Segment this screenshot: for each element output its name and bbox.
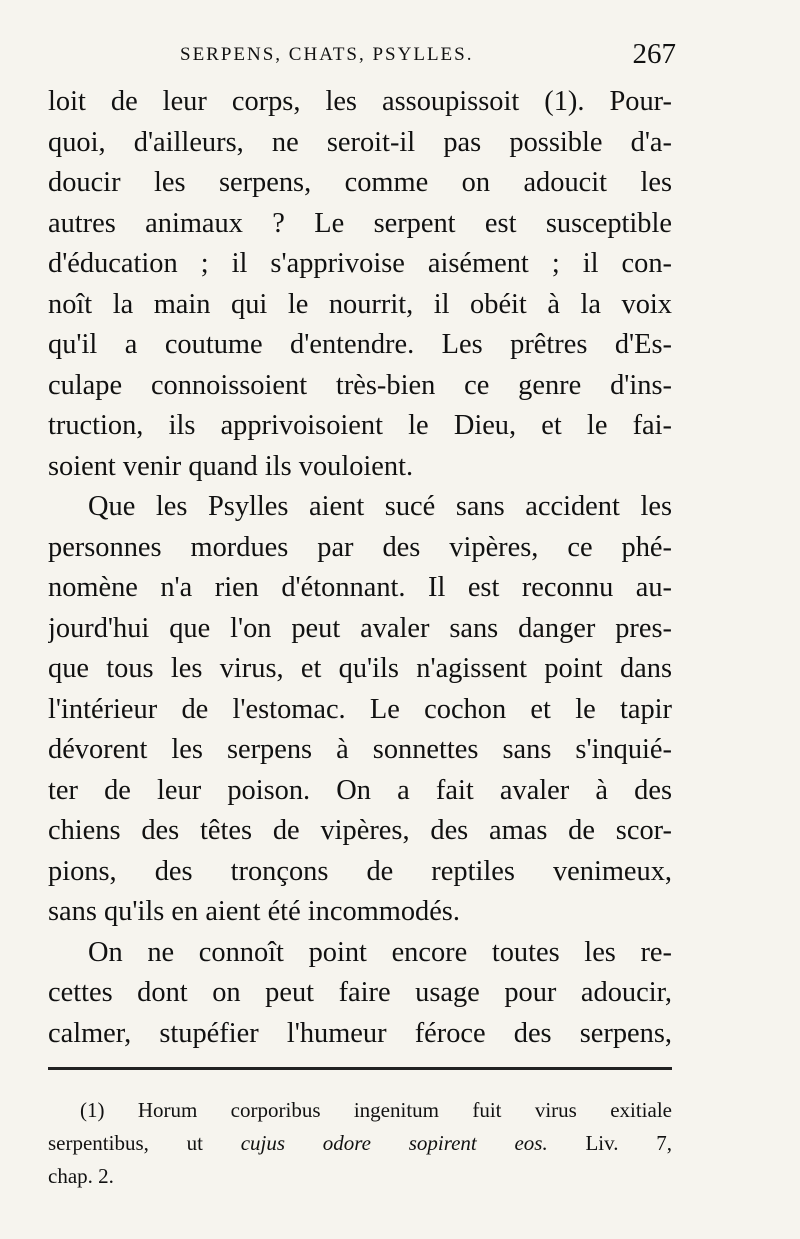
text-line: culape connoissoient très-bien ce genre d'ins- <box>48 369 672 401</box>
text-line: qu'il a coutume d'entendre. Les prêtres d'Es- <box>48 329 672 360</box>
footnote-line: (1) Horum corporibus ingenitum fuit virus exitiale <box>80 1098 672 1122</box>
text-line: cettes dont on peut faire usage pour adoucir, <box>48 977 672 1008</box>
text-line: nomène n'a rien d'étonnant. Il est reconnu au- <box>48 572 672 603</box>
footnote-line: chap. 2. <box>48 1164 114 1188</box>
text-line: ter de leur poison. On a fait avaler à des <box>48 774 672 806</box>
paragraph-start-line: Que les Psylles aient sucé sans accident les <box>88 491 672 522</box>
text-line: autres animaux ? Le serpent est susceptible <box>48 207 672 239</box>
page-number: 267 <box>632 38 676 70</box>
footnote-reference: Liv. 7, <box>547 1131 672 1155</box>
text-line: que tous les virus, et qu'ils n'agissent point dans <box>48 653 672 684</box>
body-text <box>48 82 672 1054</box>
text-line: soient venir quand ils vouloient. <box>48 450 414 482</box>
text-line: chiens des têtes de vipères, des amas de scor- <box>48 815 672 846</box>
footnote-divider <box>48 1067 672 1070</box>
paragraph-start-line: On ne connoît point encore toutes les re- <box>88 936 672 968</box>
text-line: d'éducation ; il s'apprivoise aisément ; il con- <box>48 248 672 279</box>
text-line: l'intérieur de l'estomac. Le cochon et le tapir <box>48 693 672 725</box>
text-line: sans qu'ils en aient été incommodés. <box>48 896 460 927</box>
text-line: truction, ils apprivoisoient le Dieu, et le fai- <box>48 410 672 441</box>
running-head: SERPENS, CHATS, PSYLLES. <box>180 44 474 65</box>
footnote <box>48 1094 672 1193</box>
footnote-italic-quote: cujus odore sopirent eos. <box>240 1131 548 1155</box>
text-line: dévorent les serpens à sonnettes sans s'inquié- <box>48 734 672 765</box>
text-line: calmer, stupéfier l'humeur féroce des serpens, <box>48 1017 672 1049</box>
text-line: jourd'hui que l'on peut avaler sans danger pres- <box>48 612 672 644</box>
page-header <box>48 38 676 82</box>
footnote-text: serpentibus, ut <box>48 1131 241 1155</box>
text-line: quoi, d'ailleurs, ne seroit-il pas possible d'a- <box>48 126 672 158</box>
text-line: doucir les serpens, comme on adoucit les <box>48 167 672 198</box>
text-line: personnes mordues par des vipères, ce phé- <box>48 531 672 563</box>
text-line: loit de leur corps, les assoupissoit (1). Pour- <box>48 86 672 117</box>
footnote-line <box>48 1127 672 1160</box>
text-line: noît la main qui le nourrit, il obéit à la voix <box>48 288 672 320</box>
text-line: pions, des tronçons de reptiles venimeux, <box>48 855 672 887</box>
